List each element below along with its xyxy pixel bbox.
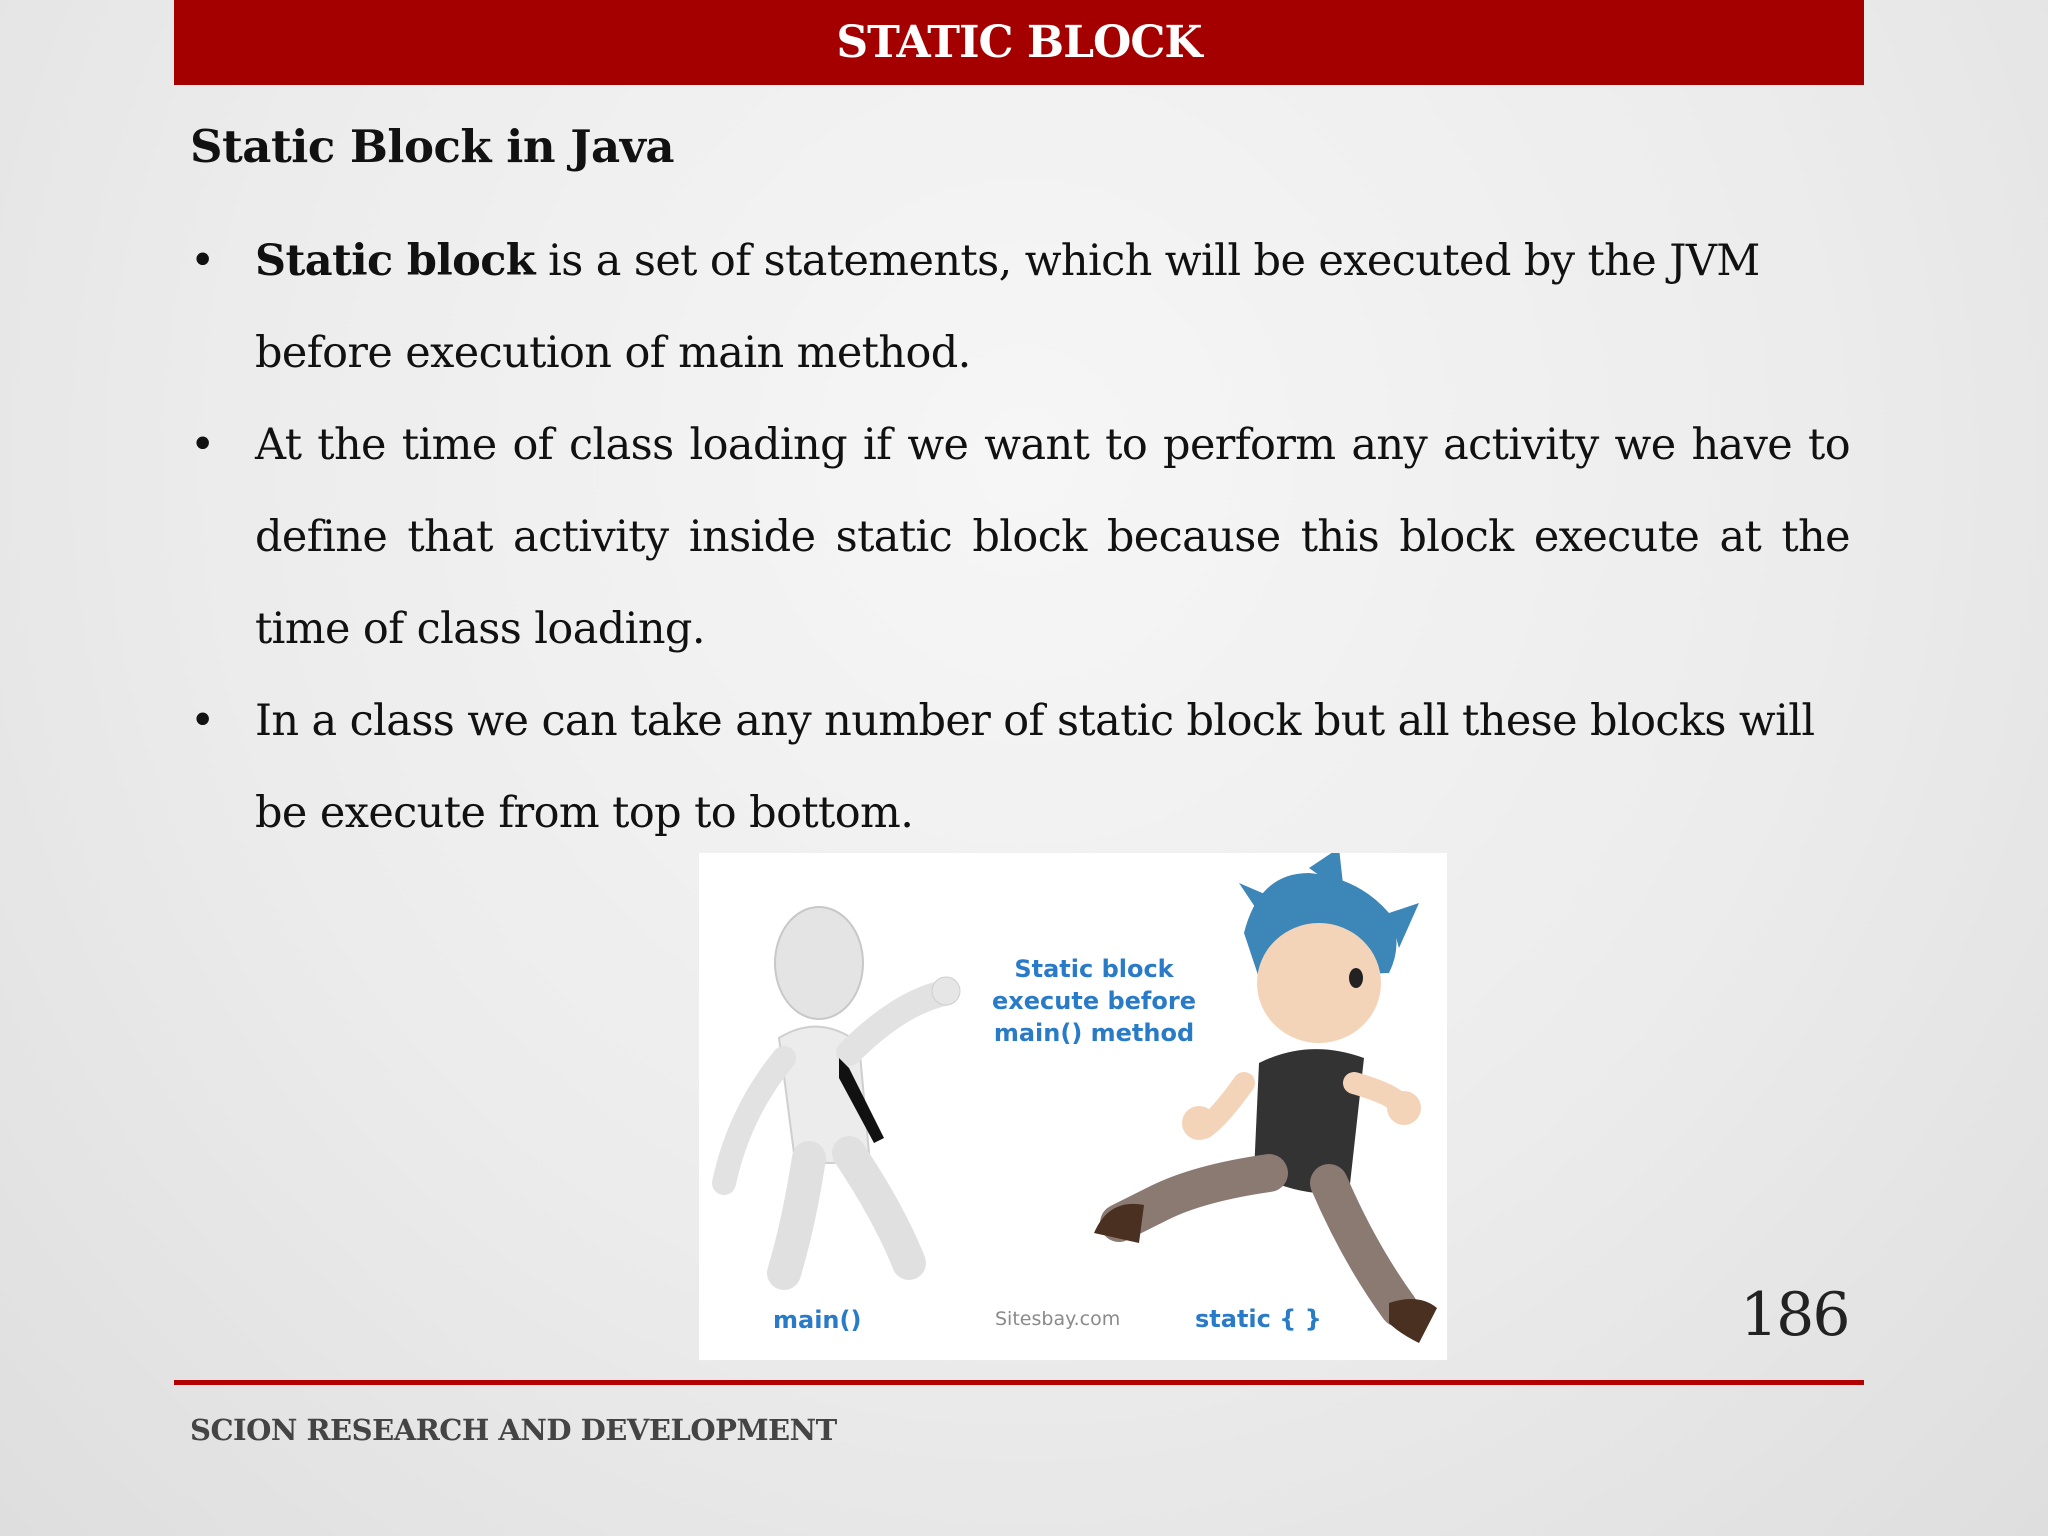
- caption-line: execute before: [992, 987, 1196, 1015]
- caption-line: main() method: [993, 1019, 1195, 1047]
- page-number: 186: [1740, 1280, 1849, 1350]
- slide-subtitle: Static Block in Java: [190, 120, 675, 173]
- bullet-list: [190, 215, 1850, 859]
- bullet-item: [190, 215, 1850, 399]
- bullet-marker: •: [190, 236, 215, 286]
- footer-text: SCION RESEARCH AND DEVELOPMENT: [190, 1413, 837, 1447]
- bullet-text: is a set of statements, which will be executed by the JVM before execution of main method.: [255, 236, 1760, 378]
- bullet-item: [190, 399, 1850, 675]
- slide-title: STATIC BLOCK: [836, 17, 1202, 68]
- bullet-item: [190, 675, 1850, 859]
- running-boy-icon: [1094, 853, 1437, 1343]
- title-bar: [174, 0, 1864, 85]
- bullet-bold-term: Static block: [255, 236, 535, 286]
- illustration-caption: [989, 953, 1199, 1049]
- illustration-drawing: [699, 853, 1447, 1360]
- main-label: main(): [773, 1306, 862, 1334]
- bullet-marker: •: [190, 420, 215, 470]
- bullet-text: At the time of class loading if we want to perform any activity we have to define that activity inside static block because this block execute at the time of class loading.: [255, 420, 1850, 654]
- static-label: static { }: [1195, 1305, 1322, 1333]
- caption-line: Static block: [1014, 955, 1174, 983]
- illustration: [699, 853, 1447, 1360]
- footer-divider: [174, 1380, 1864, 1385]
- bullet-text: In a class we can take any number of static block but all these blocks will be execute from top to bottom.: [255, 696, 1815, 838]
- white-figure-icon: [724, 907, 960, 1273]
- illustration-credit: Sitesbay.com: [995, 1308, 1121, 1330]
- bullet-marker: •: [190, 696, 215, 746]
